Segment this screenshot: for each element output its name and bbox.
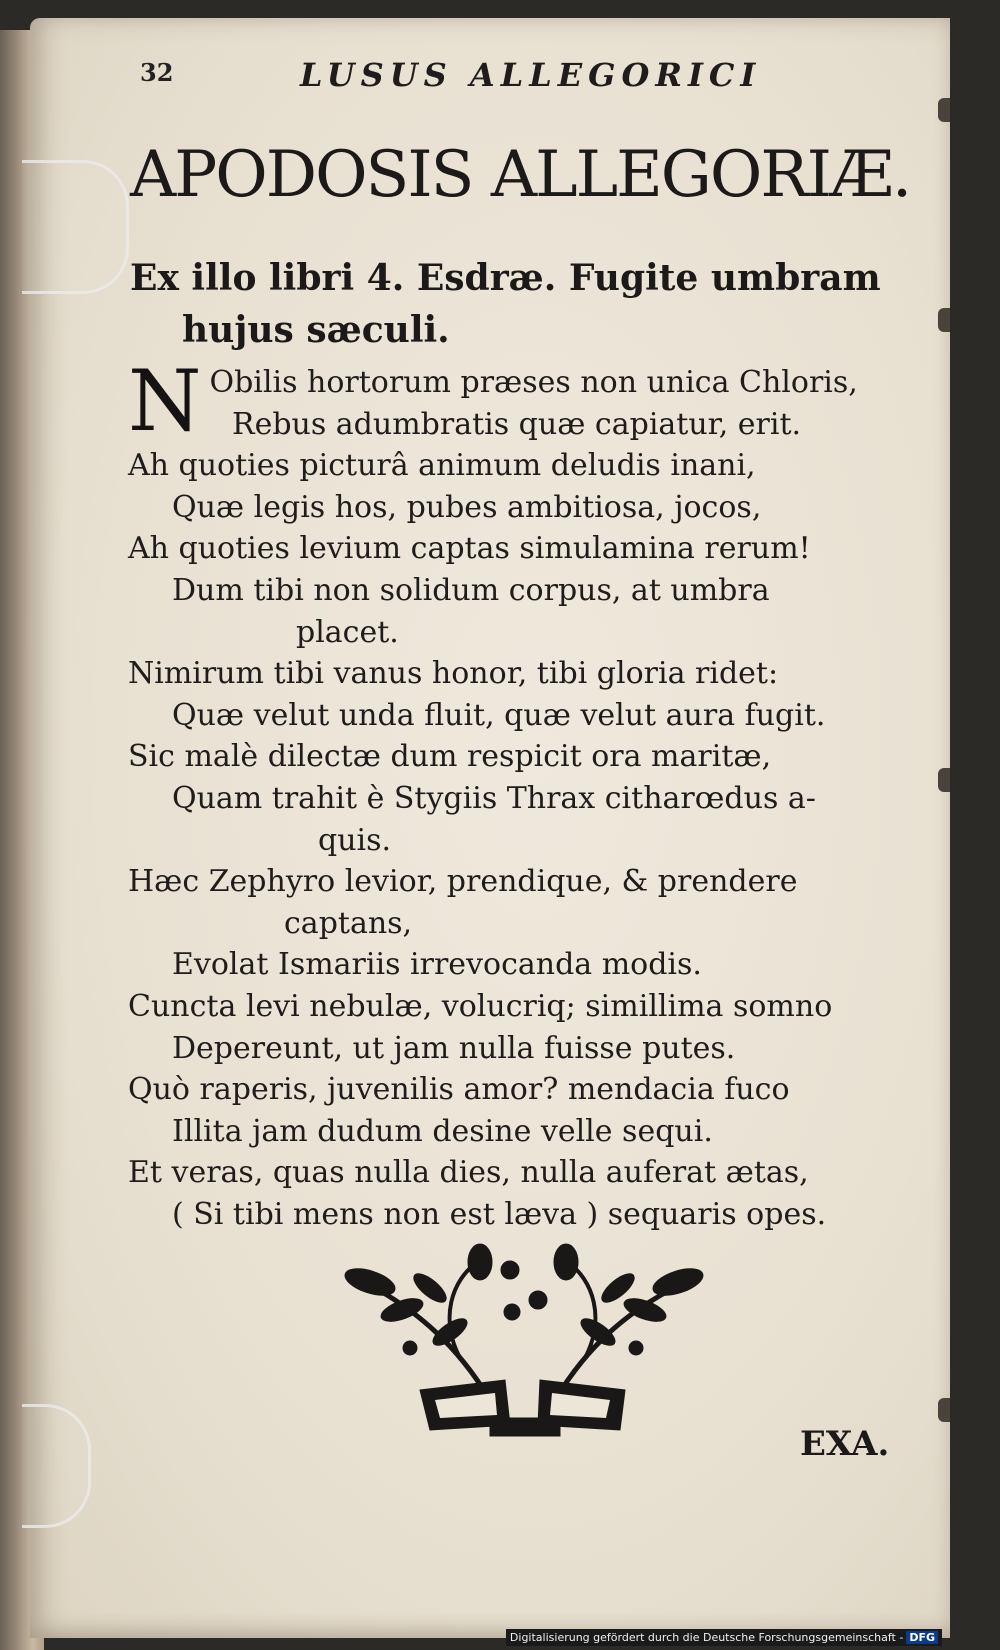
page-edge-mark [938, 768, 950, 792]
poem-line: Evolat Ismariis irrevocanda modis. [172, 947, 702, 983]
poem-line: Obilis hortorum præses non unica Chloris, [209, 365, 858, 400]
dfg-logo: DFG [906, 1631, 938, 1644]
poem-line: Quò raperis, juvenilis amor? mendacia fuco [128, 1072, 790, 1108]
page-number: 32 [140, 58, 174, 87]
floral-vignette-icon [340, 1240, 710, 1440]
poem-line: ( Si tibi mens non est læva ) sequaris opes. [172, 1196, 827, 1232]
poem-line: Illita jam dudum desine velle sequi. [172, 1113, 713, 1149]
digitization-credit [506, 1629, 942, 1646]
poem-line: Hæc Zephyro levior, prendique, & prendere [128, 864, 798, 900]
poem-line: Sic malè dilectæ dum respicit ora maritæ, [128, 739, 772, 775]
poem-line: Dum tibi non solidum corpus, at umbra [172, 572, 770, 608]
page-clip-bottom [22, 1404, 91, 1528]
page-edge-mark [938, 1398, 950, 1422]
running-head: LUSUS ALLEGORICI [300, 56, 762, 94]
poem-line: Ah quoties picturâ animum deludis inani, [128, 448, 756, 484]
page-title: APODOSIS ALLEGORIÆ. [130, 138, 911, 212]
poem-line: Nimirum tibi vanus honor, tibi gloria ridet: [128, 656, 779, 692]
poem-line: quis. [318, 822, 392, 858]
poem-line: Depereunt, ut jam nulla fuisse putes. [172, 1030, 736, 1066]
page-edge-mark [938, 98, 950, 122]
poem-line: Rebus adumbratis quæ capiatur, erit. [232, 406, 802, 442]
poem-line: Quæ legis hos, pubes ambitiosa, jocos, [172, 489, 762, 525]
credit-text: Digitalisierung gefördert durch die Deutsche Forschungsgemeinschaft - [509, 1631, 904, 1644]
poem-line: Cuncta levi nebulæ, volucriq; simillima somno [128, 988, 833, 1024]
catchword: EXA. [800, 1424, 890, 1464]
drop-cap: N [128, 352, 202, 450]
subtitle: Ex illo libri 4. Esdræ. Fugite umbram hujus sæculi. [130, 257, 881, 351]
poem-line: Quæ velut unda fluit, quæ velut aura fugit. [172, 697, 826, 733]
poem-line: Et veras, quas nulla dies, nulla auferat ætas, [128, 1155, 809, 1191]
poem-line: Quam trahit è Stygiis Thrax citharœdus a- [172, 780, 816, 816]
page-clip-top [22, 160, 129, 294]
poem [128, 352, 898, 1235]
poem-line: captans, [284, 905, 413, 941]
poem-line: Ah quoties levium captas simulamina rerum! [128, 531, 811, 567]
poem-line: placet. [296, 614, 399, 650]
